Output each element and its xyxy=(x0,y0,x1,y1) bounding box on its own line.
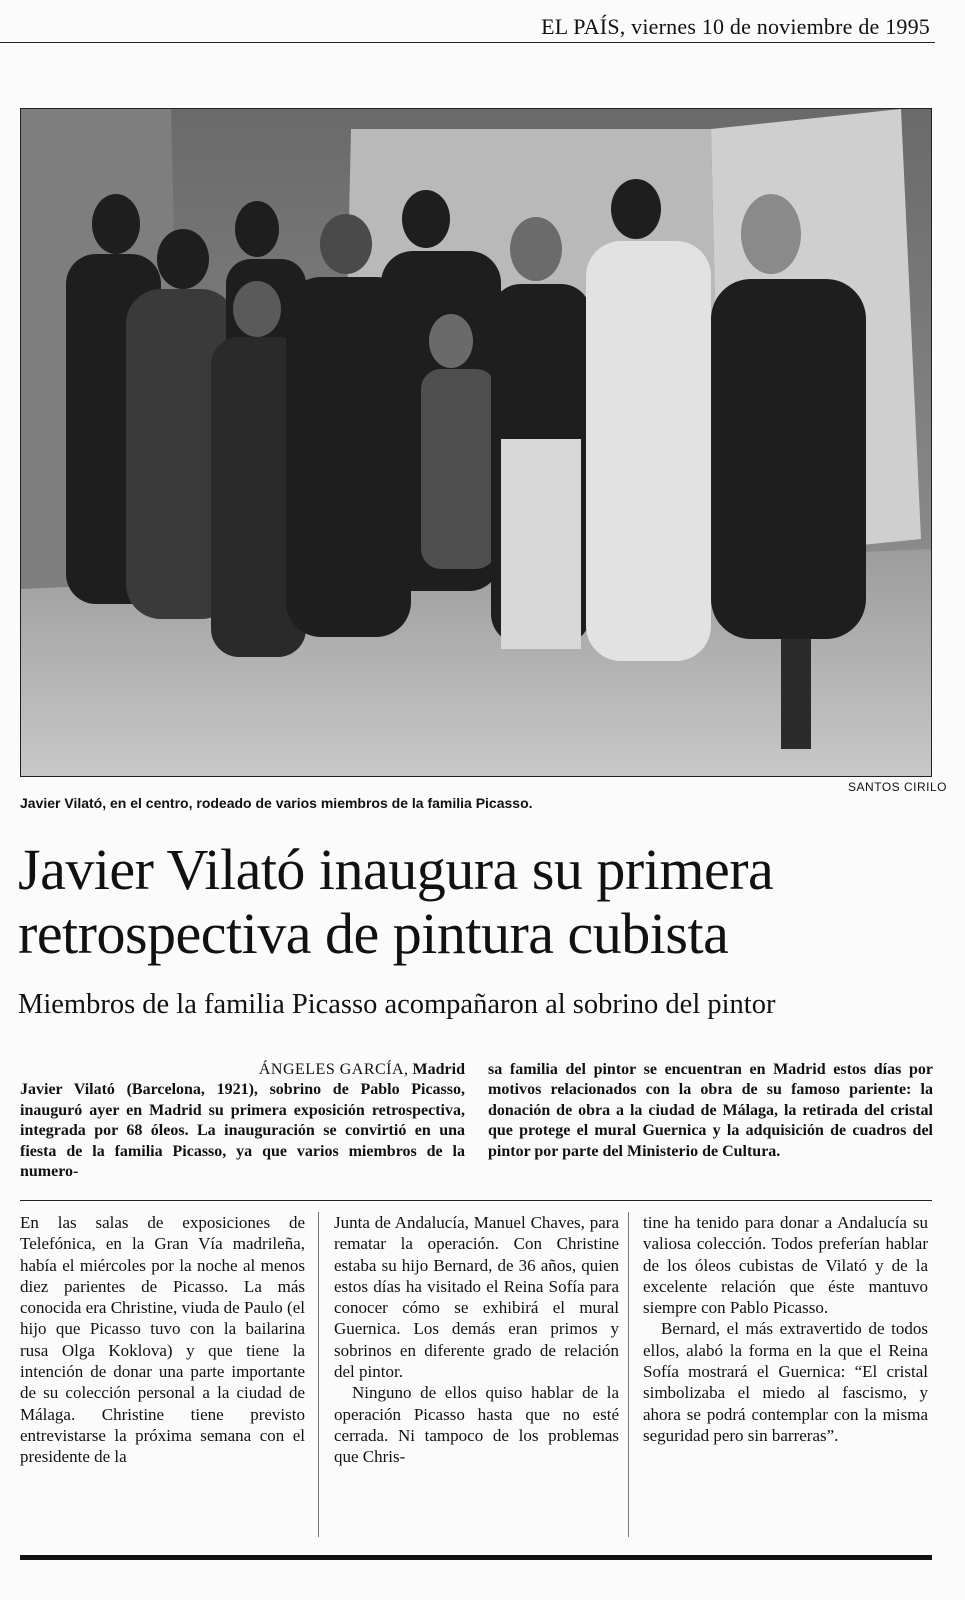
byline xyxy=(20,1060,465,1080)
body-paragraph: tine ha tenido para donar a Andalucía su valiosa colección. Todos preferían hablar de los óleos cubistas de Vilató y de la excelente relación que éste mantuvo siempre con Pablo Picasso. xyxy=(643,1213,928,1318)
body-column-2 xyxy=(334,1212,619,1468)
byline-place: Madrid xyxy=(412,1061,465,1078)
column-divider xyxy=(628,1212,629,1537)
byline-author: ÁNGELES GARCÍA, xyxy=(258,1061,409,1078)
masthead-dateline: EL PAÍS, viernes 10 de noviembre de 1995 xyxy=(541,14,930,39)
body-paragraph: Ninguno de ellos quiso hablar de la operación Picasso hasta que no esté cerrada. Ni tampoco de los problemas que Chris- xyxy=(334,1383,619,1467)
group-photo-illustration xyxy=(21,109,931,776)
body-column-3 xyxy=(643,1212,928,1446)
column-divider xyxy=(318,1212,319,1537)
headline xyxy=(18,838,938,966)
lead-text-right: sa familia del pintor se encuentran en Madrid estos días por motivos relacionados con la obra de su famoso pariente: la donación de obra a la ciudad de Málaga, la retirada del cristal que protege el mural Guernica y la adquisición de cuadros del pintor por parte del Ministerio de Cultura. xyxy=(488,1061,933,1160)
headline-line-1: Javier Vilató inaugura su primera xyxy=(18,837,774,902)
masthead-rule xyxy=(0,42,935,43)
photo-caption: Javier Vilató, en el centro, rodeado de varios miembros de la familia Picasso. xyxy=(20,795,533,811)
subheadline: Miembros de la familia Picasso acompañaron al sobrino del pintor xyxy=(18,989,776,1020)
lead-paragraph-right xyxy=(488,1060,933,1162)
headline-line-2: retrospectiva de pintura cubista xyxy=(18,901,729,966)
body-paragraph: Bernard, el más extravertido de todos ellos, alabó la forma en la que el Reina Sofía mostrará el Guernica: “El cristal simbolizaba el miedo al fascismo, y ahora se podrá contemplar con la misma seguridad pero sin barreras”. xyxy=(643,1319,928,1445)
body-paragraph: Junta de Andalucía, Manuel Chaves, para rematar la operación. Con Christine estaba su hijo Bernard, de 36 años, quien estos días ha visitado el Reina Sofía para conocer cómo se exhibirá el mural Guernica. Los demás eran primos y sobrinos en diferente grado de relación del pintor. xyxy=(334,1213,619,1382)
lead-divider xyxy=(20,1200,932,1201)
lead-paragraph-left xyxy=(20,1060,465,1182)
body-column-1 xyxy=(20,1212,305,1468)
news-photo xyxy=(20,108,932,777)
footer-rule xyxy=(20,1555,932,1560)
body-paragraph: En las salas de exposiciones de Telefónica, en la Gran Vía madrileña, había el miércoles por la noche al menos diez parientes de Picasso. La más conocida era Christine, viuda de Paulo (el hijo que Picasso tuvo con la bailarina rusa Olga Koklova) y que tiene la intención de donar una parte importante de su colección personal a la ciudad de Málaga. Christine tiene previsto entrevistarse la próxima semana con el presidente de la xyxy=(20,1213,305,1467)
photo-credit: SANTOS CIRILO xyxy=(848,780,947,794)
lead-text-left: Javier Vilató (Barcelona, 1921), sobrino de Pablo Picasso, inauguró ayer en Madrid su primera exposición retrospectiva, integrada por 68 óleos. La inauguración se convirtió en una fiesta de la familia Picasso, ya que varios miembros de la numero- xyxy=(20,1081,465,1181)
